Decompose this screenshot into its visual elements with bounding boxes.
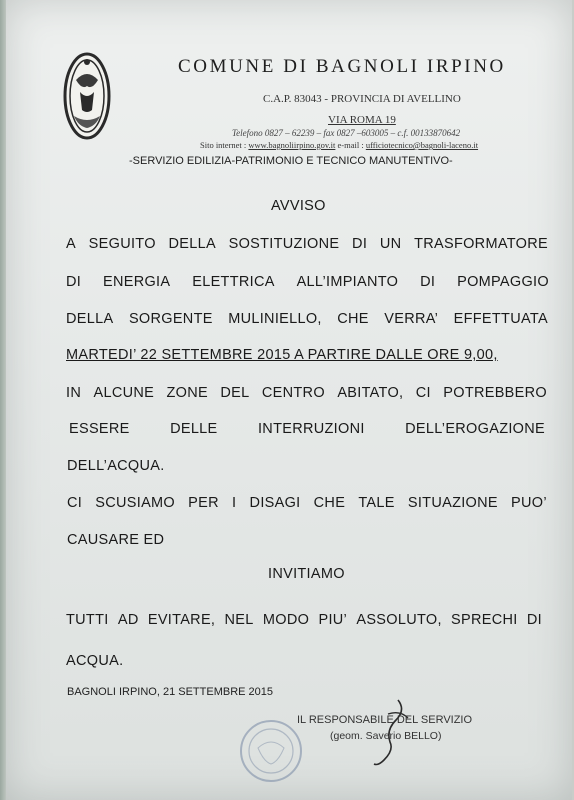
paragraph-line: A SEGUITO DELLA SOSTITUZIONE DI UN TRASFORMATORE <box>66 236 548 252</box>
handwritten-signature-icon <box>360 690 420 770</box>
email-label: e-mail : <box>335 140 366 150</box>
place-date: BAGNOLI IRPINO, 21 SETTEMBRE 2015 <box>67 686 274 698</box>
paragraph-line: ESSERE DELLE INTERRUZIONI DELL’EROGAZIONE <box>69 421 545 437</box>
website-link[interactable]: www.bagnoliirpino.gov.it <box>248 140 336 150</box>
paragraph-line: DI ENERGIA ELETTRICA ALL’IMPIANTO DI POMPAGGIO <box>66 274 549 290</box>
paragraph-line: DELLA SORGENTE MULINIELLO, CHE VERRA’ EFFETTUATA <box>66 311 548 327</box>
paragraph-line: DELL’ACQUA. <box>67 458 165 474</box>
website-email-line <box>200 140 478 150</box>
date-time-line: MARTEDI’ 22 SETTEMBRE 2015 A PARTIRE DALLE ORE 9,00, <box>66 347 498 363</box>
notice-title: AVVISO <box>271 198 326 214</box>
paragraph-line: ACQUA. <box>66 653 124 669</box>
municipality-name: COMUNE DI BAGNOLI IRPINO <box>178 56 506 77</box>
paragraph-line: IN ALCUNE ZONE DEL CENTRO ABITATO, CI POTREBBERO <box>66 385 547 401</box>
municipal-crest-icon <box>62 50 112 142</box>
paragraph-line: CAUSARE ED <box>67 532 165 548</box>
phone-fax-line: Telefono 0827 – 62239 – fax 0827 –603005 – c.f. 00133870642 <box>232 128 461 138</box>
signatory-title: IL RESPONSABILE DEL SERVIZIO <box>297 714 473 726</box>
signatory-name: (geom. Saverio BELLO) <box>330 730 442 742</box>
official-stamp-icon <box>238 718 304 784</box>
street-address: VIA ROMA 19 <box>328 114 396 126</box>
paragraph-line: TUTTI AD EVITARE, NEL MODO PIU’ ASSOLUTO, SPRECHI DI <box>66 612 542 628</box>
invitiamo-heading: INVITIAMO <box>268 566 345 582</box>
paragraph-line: CI SCUSIAMO PER I DISAGI CHE TALE SITUAZIONE PUO’ <box>67 495 547 511</box>
email-link[interactable]: ufficiotecnico@bagnoli-laceno.it <box>365 140 479 150</box>
department-line: -SERVIZIO EDILIZIA-PATRIMONIO E TECNICO MANUTENTIVO- <box>129 155 453 167</box>
postal-code-province: C.A.P. 83043 - PROVINCIA DI AVELLINO <box>263 93 461 105</box>
website-label: Sito internet : <box>200 140 249 150</box>
